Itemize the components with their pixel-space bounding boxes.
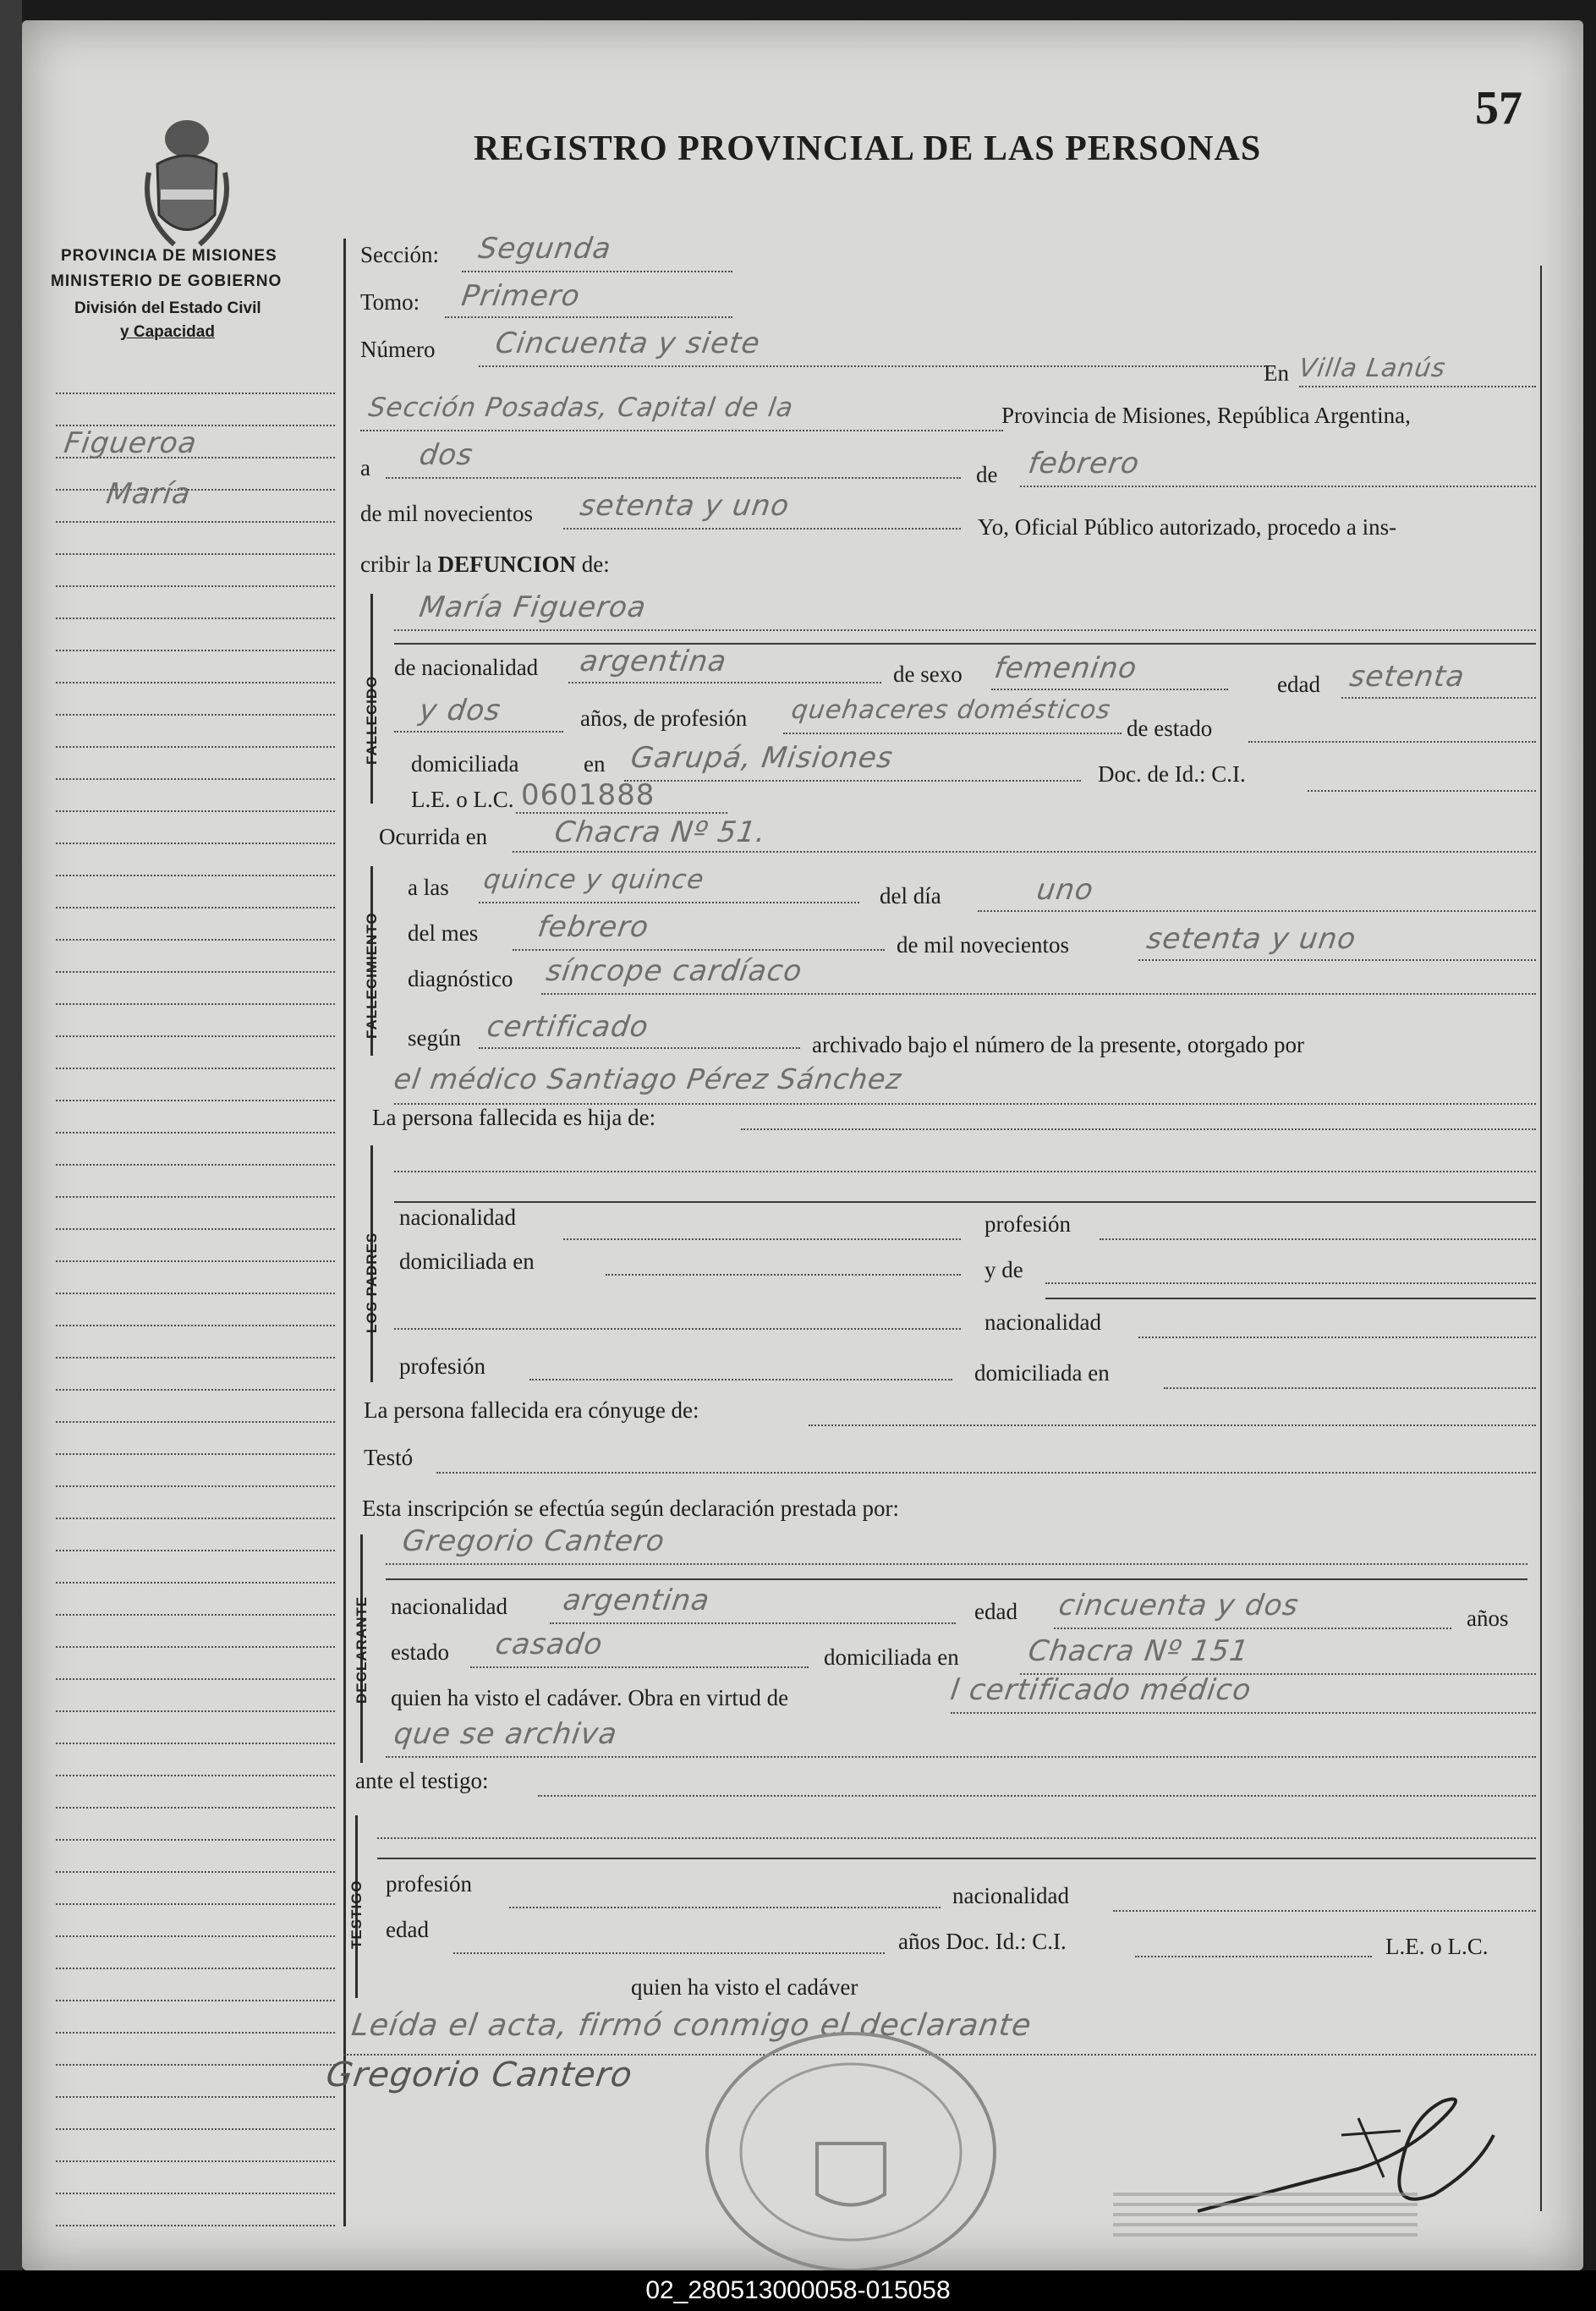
margin-line (56, 2096, 335, 2098)
label: nacionalidad (952, 1883, 1069, 1908)
field-line (394, 1171, 1536, 1172)
label: Sección: (360, 242, 439, 267)
label: La persona fallecida era cónyuge de: (364, 1397, 699, 1423)
value-segun: certificado (485, 1010, 651, 1044)
field-line (1138, 1337, 1536, 1338)
margin-line (56, 2064, 335, 2066)
margin-line (56, 875, 335, 876)
field-line (360, 430, 1003, 431)
field-line (550, 1622, 956, 1624)
value-mes-fall: febrero (535, 910, 651, 944)
margin-line (56, 585, 335, 587)
margin-line (56, 1903, 335, 1905)
field-line (516, 812, 727, 814)
value-edad: setenta (1347, 660, 1467, 694)
margin-note: Figueroa (62, 426, 200, 460)
field-line (1054, 1628, 1451, 1629)
field-line (1113, 1910, 1536, 1912)
field-line (479, 902, 859, 903)
label: profesión (386, 1871, 472, 1897)
label: en (584, 751, 606, 777)
field-line (1020, 486, 1536, 487)
value-diagnostico: síncope cardíaco (544, 954, 805, 988)
label: En (1264, 360, 1289, 386)
margin-line (56, 1646, 335, 1648)
label: diagnóstico (408, 966, 513, 991)
label: de mil novecientos (360, 501, 533, 526)
label: Provincia de Misiones, República Argentina, (1001, 403, 1411, 428)
label: L.E. o L.C. (1385, 1934, 1489, 1959)
margin-line (56, 810, 335, 812)
side-label-fallecimiento: FALLECIMIENTO (364, 912, 380, 1039)
field-line (377, 1837, 1536, 1839)
coat-of-arms-icon (140, 105, 233, 257)
page-number: 57 (1475, 82, 1522, 134)
margin-line (56, 971, 335, 973)
field-line (394, 1328, 961, 1330)
margin-line (56, 1614, 335, 1616)
value-decl-domicilio: Chacra Nº 151 (1026, 1634, 1252, 1668)
right-border (1540, 266, 1542, 2211)
label: de sexo (893, 661, 963, 687)
register-sheet (22, 20, 1583, 2270)
label: y de (984, 1257, 1023, 1282)
margin-line (56, 907, 335, 908)
label: Ocurrida en (379, 824, 488, 849)
label: edad (386, 1917, 429, 1942)
label: de (976, 462, 998, 487)
label: Testó (364, 1445, 414, 1470)
margin-line (56, 1421, 335, 1423)
margin-line (56, 2193, 335, 2194)
margin-line (56, 1453, 335, 1455)
field-line (1248, 741, 1536, 743)
margin-line (56, 650, 335, 651)
label: de nacionalidad (394, 655, 539, 680)
value-dia: dos (417, 438, 475, 472)
label: edad (1277, 672, 1320, 697)
label: domiciliada (411, 751, 519, 777)
label: profesión (984, 1211, 1071, 1237)
field-line (445, 316, 732, 318)
margin-line (56, 1743, 335, 1744)
field-line (394, 629, 1536, 631)
label: a las (408, 875, 449, 900)
margin-line (56, 1485, 335, 1487)
rule (386, 1578, 1527, 1580)
margin-line (56, 1807, 335, 1809)
value-anio: setenta y uno (578, 489, 793, 523)
value-decl-edad: cincuenta y dos (1056, 1589, 1302, 1622)
margin-line (56, 1357, 335, 1359)
issuer-line: y Capacidad (120, 323, 215, 341)
margin-line (56, 1582, 335, 1584)
margin-line (56, 392, 335, 394)
issuer-line: PROVINCIA DE MISIONES (61, 247, 277, 265)
margin-line (56, 1035, 335, 1037)
field-line (1341, 697, 1536, 699)
field-line (386, 1756, 1536, 1758)
margin-line (56, 1935, 335, 1937)
margin-line (56, 1003, 335, 1005)
margin-line (56, 1260, 335, 1262)
margin-line (56, 1196, 335, 1198)
value-seccion: Segunda (476, 232, 614, 266)
official-stamp (1113, 2186, 1418, 2237)
closing-note: Leída el acta, firmó conmigo el declarante (349, 2008, 1034, 2043)
value-le-lc: 0601888 (521, 778, 655, 812)
label: Tomo: (360, 289, 420, 315)
value-obra: l certificado médico (948, 1673, 1254, 1707)
field-line (1045, 1282, 1536, 1284)
margin-line (56, 521, 335, 523)
margin-line (56, 553, 335, 555)
label: nacionalidad (391, 1594, 507, 1619)
value-obra: que se archiva (392, 1717, 620, 1751)
field-line (951, 1712, 1536, 1714)
field-line (509, 1907, 941, 1908)
binding-edge (0, 0, 22, 2270)
label: según (408, 1025, 461, 1051)
label: de estado (1127, 716, 1213, 741)
field-line (1100, 1238, 1536, 1240)
margin-line (56, 1325, 335, 1326)
field-line (436, 1472, 1536, 1474)
field-line (978, 910, 1536, 912)
value-decl-estado: casado (493, 1628, 606, 1661)
field-line (568, 682, 881, 683)
label: archivado bajo el número de la presente, otorgado por (812, 1032, 1305, 1057)
value-edad: y dos (417, 694, 503, 727)
value-hora: quince y quince (481, 865, 706, 895)
label: ante el testigo: (355, 1768, 489, 1793)
value-anio-fall: setenta y uno (1144, 922, 1359, 956)
value-numero: Cincuenta y siete (493, 327, 763, 360)
margin-note: María (104, 477, 194, 511)
margin-line (56, 2128, 335, 2130)
field-line (479, 365, 1265, 367)
value-lugar: Sección Posadas, Capital de la (366, 392, 796, 423)
field-line (1299, 386, 1536, 387)
label: nacionalidad (399, 1205, 516, 1230)
margin-line (56, 2160, 335, 2162)
side-label-fallecido: FALLECIDO (364, 675, 380, 765)
label: Doc. de Id.: C.I. (1098, 761, 1246, 787)
label: domiciliada en (974, 1360, 1110, 1386)
value-lugar: Villa Lanús (1297, 354, 1448, 383)
value-declarante: Gregorio Cantero (400, 1524, 667, 1558)
rule (394, 643, 1536, 645)
label: nacionalidad (984, 1309, 1101, 1335)
label: La persona fallecida es hija de: (372, 1105, 656, 1130)
label: de mil novecientos (897, 932, 1069, 958)
field-line (394, 731, 563, 733)
field-line (1135, 1956, 1372, 1957)
margin-line (56, 2000, 335, 2001)
field-line (453, 1952, 885, 1954)
label: años Doc. Id.: C.I. (898, 1929, 1067, 1954)
margin-line (56, 618, 335, 619)
margin-line (56, 1871, 335, 1873)
label: del mes (408, 920, 479, 946)
value-ocurrida: Chacra Nº 51. (552, 815, 769, 849)
field-line (538, 1795, 1536, 1797)
field-line (386, 1563, 1527, 1565)
value-sexo: femenino (992, 651, 1140, 685)
label: Yo, Oficial Público autorizado, procedo a ins- (978, 514, 1397, 540)
issuer-line: División del Estado Civil (74, 299, 261, 317)
field-line (386, 477, 961, 479)
value-nombre: María Figueroa (417, 590, 649, 624)
margin-line (56, 843, 335, 844)
margin-line (56, 1775, 335, 1776)
margin-line (56, 1132, 335, 1134)
margin-line (56, 1518, 335, 1519)
value-nacionalidad: argentina (578, 645, 729, 678)
margin-line (56, 1164, 335, 1166)
value-tomo: Primero (459, 279, 583, 313)
value-domicilio: Garupá, Misiones (628, 741, 896, 775)
rule (377, 1858, 1536, 1859)
label: quien ha visto el cadáver. Obra en virtud de (391, 1685, 789, 1710)
margin-line (56, 682, 335, 683)
value-medico: el médico Santiago Pérez Sánchez (392, 1062, 904, 1095)
margin-line (56, 1293, 335, 1294)
value-profesion: quehaceres domésticos (789, 695, 1113, 725)
side-label-declarante: DECLARANTE (354, 1595, 370, 1704)
field-line (462, 271, 732, 272)
margin-line (56, 939, 335, 941)
label: Número (360, 337, 436, 362)
margin-border (343, 239, 346, 2226)
label: a (360, 455, 370, 480)
margin-line (56, 1839, 335, 1841)
rule (394, 1201, 1536, 1203)
value-decl-nacionalidad: argentina (561, 1584, 712, 1617)
label: L.E. o L.C. (411, 787, 514, 812)
field-line (1164, 1387, 1536, 1389)
margin-line (56, 489, 335, 491)
page-title: REGISTRO PROVINCIAL DE LAS PERSONAS (474, 129, 1262, 168)
margin-line (56, 2032, 335, 2034)
field-line (1138, 959, 1536, 961)
field-line (991, 689, 1228, 690)
field-line (809, 1424, 1536, 1426)
field-line (513, 949, 885, 951)
value-mes: febrero (1026, 447, 1142, 480)
margin-line (56, 1678, 335, 1680)
field-line (470, 1666, 809, 1668)
label: años (1467, 1606, 1509, 1631)
margin-line (56, 1710, 335, 1712)
label: domiciliada en (399, 1249, 535, 1274)
field-line (783, 733, 1122, 734)
margin-line (56, 714, 335, 716)
margin-line (56, 1389, 335, 1391)
label: del día (880, 883, 941, 908)
side-label-testigo: TESTIGO (348, 1880, 365, 1949)
label: domiciliada en (824, 1644, 959, 1670)
field-line (624, 780, 1081, 782)
margin-line (56, 1968, 335, 1969)
field-line (513, 851, 1536, 853)
issuer-line: MINISTERIO DE GOBIERNO (51, 272, 282, 290)
field-line (741, 1128, 1536, 1130)
field-line (541, 993, 1536, 995)
field-line (563, 528, 961, 530)
label: Esta inscripción se efectúa según declaración prestada por: (362, 1496, 899, 1521)
field-line (529, 1379, 952, 1381)
official-seal-icon (699, 2025, 1003, 2279)
side-label-padres: LOS PADRES (364, 1232, 380, 1333)
margin-line (56, 1550, 335, 1551)
margin-line (56, 1068, 335, 1069)
margin-line (56, 1228, 335, 1230)
label: edad (974, 1599, 1017, 1624)
label: quien ha visto el cadáver (631, 1974, 858, 2000)
margin-line (56, 2225, 335, 2226)
image-id-footer: 02_280513000058-015058 (0, 2270, 1596, 2311)
rule (1045, 1298, 1536, 1299)
field-line (563, 1238, 961, 1240)
field-line (479, 1047, 800, 1049)
label: estado (391, 1639, 449, 1665)
field-line (606, 1274, 961, 1276)
field-line (1308, 790, 1536, 792)
value-dia-fall: uno (1034, 873, 1096, 907)
label: años, de profesión (580, 705, 748, 731)
margin-line (56, 1100, 335, 1101)
margin-line (56, 746, 335, 748)
label: cribir la DEFUNCION de: (360, 552, 610, 577)
label: profesión (399, 1353, 485, 1379)
declarant-signature: Gregorio Cantero (323, 2056, 635, 2094)
margin-line (56, 778, 335, 780)
